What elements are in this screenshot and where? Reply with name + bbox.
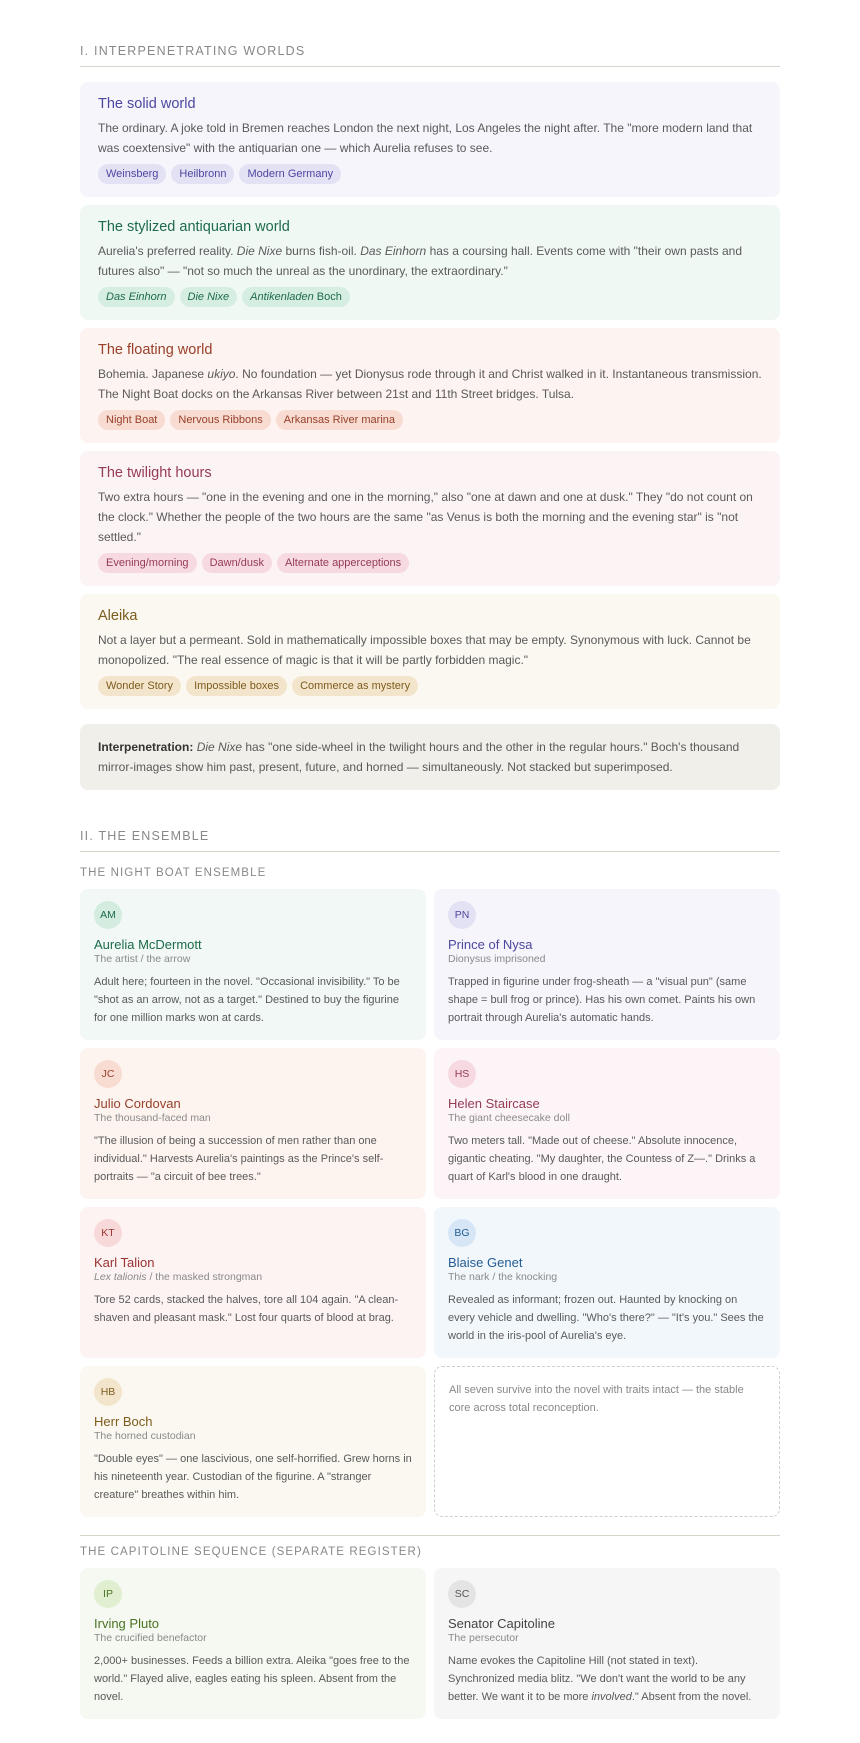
world-description: Not a layer but a permeant. Sold in mathematically impossible boxes that may be empty. Synonymous with luck. Cannot be monopolized. "The real essence of magic is that it will be partly forbidden magic." bbox=[98, 633, 751, 667]
desc-text: has a coursing hall. Events come with "their own pasts and futures also" — "not so much the unreal as the unordinary, the extraordinary." bbox=[98, 244, 742, 278]
subsection-title-night-boat: THE NIGHT BOAT ENSEMBLE bbox=[80, 867, 267, 879]
person-description: Revealed as informant; frozen out. Haunted by knocking on every vehicle and dwelling. "Who's there?" — "It's you." Sees the world in the iris-pool of Aurelia's eye. bbox=[448, 1294, 764, 1342]
person-description: Name evokes the Capitoline Hill (not stated in text). Synchronized media blitz. "We don't want the world to be any better. We want it to be more involved." Absent from the novel. bbox=[448, 1655, 752, 1703]
tag: Antikenladen Boch bbox=[242, 287, 350, 307]
avatar: PN bbox=[448, 901, 476, 929]
tag: Nervous Ribbons bbox=[170, 410, 270, 430]
tag: Evening/morning bbox=[98, 553, 197, 573]
tag: Dawn/dusk bbox=[202, 553, 272, 573]
world-card-antiquarian bbox=[80, 205, 780, 320]
person-description: "The illusion of being a succession of men rather than one individual." Harvests Aurelia's paintings as the Prince's self-portraits — "a circuit of bee trees." bbox=[94, 1135, 384, 1183]
tag: Commerce as mystery bbox=[292, 676, 418, 696]
tag: Das Einhorn bbox=[98, 287, 175, 307]
person-card bbox=[434, 1048, 780, 1199]
person-role: The horned custodian bbox=[94, 1430, 196, 1442]
desc-text: burns fish-oil. bbox=[282, 244, 361, 258]
avatar: AM bbox=[94, 901, 122, 929]
interp-italic: Die Nixe bbox=[196, 740, 243, 754]
person-description: Two meters tall. "Made out of cheese." Absolute innocence, gigantic cheating. "My daughter, the Countess of Z—." Drinks a quart of Karl's blood in one draught. bbox=[448, 1135, 756, 1183]
interpenetration-note bbox=[80, 724, 780, 790]
person-name: Blaise Genet bbox=[448, 1255, 523, 1270]
night-boat-grid bbox=[80, 889, 780, 1517]
avatar: HB bbox=[94, 1378, 122, 1406]
desc-text: Bohemia. Japanese bbox=[98, 367, 208, 381]
person-name: Helen Staircase bbox=[448, 1096, 540, 1111]
person-name: Aurelia McDermott bbox=[94, 937, 202, 952]
person-role: The artist / the arrow bbox=[94, 953, 191, 965]
section-title-worlds: I. INTERPENETRATING WORLDS bbox=[80, 44, 780, 67]
interp-label: Interpenetration: bbox=[98, 740, 194, 754]
person-card bbox=[80, 1048, 426, 1199]
tag: Modern Germany bbox=[239, 164, 341, 184]
person-card bbox=[434, 889, 780, 1040]
person-name: Irving Pluto bbox=[94, 1616, 160, 1631]
avatar: KT bbox=[94, 1219, 122, 1247]
subsection-title-capitoline: THE CAPITOLINE SEQUENCE (SEPARATE REGISTER) bbox=[80, 1546, 422, 1558]
world-description bbox=[98, 241, 762, 281]
person-role: The persecutor bbox=[448, 1632, 519, 1644]
avatar: HS bbox=[448, 1060, 476, 1088]
tag-list bbox=[98, 676, 762, 696]
person-description: Tore 52 cards, stacked the halves, tore all 104 again. "A clean-shaven and pleasant mask." Lost four quarts of blood at brag. bbox=[94, 1294, 399, 1324]
desc-italic: Die Nixe bbox=[236, 244, 283, 258]
person-role: The nark / the knocking bbox=[448, 1271, 558, 1283]
person-description: 2,000+ businesses. Feeds a billion extra. Aleika "goes free to the world." Flayed alive, eagles eating his spleen. Absent from the novel. bbox=[94, 1655, 410, 1703]
tag-list bbox=[98, 553, 762, 573]
person-card bbox=[80, 1568, 426, 1719]
person-name: Julio Cordovan bbox=[94, 1096, 181, 1111]
tag: Arkansas River marina bbox=[276, 410, 403, 430]
world-description: Two extra hours — "one in the evening and one in the morning," also "one at dawn and one at dusk." They "do not count on the clock." Whether the people of the two hours are the same "as Venus is both the morning and the evening star" is "not settled." bbox=[98, 490, 753, 544]
world-title: The stylized antiquarian world bbox=[98, 219, 290, 235]
tag: Wonder Story bbox=[98, 676, 181, 696]
avatar: BG bbox=[448, 1219, 476, 1247]
person-role: The crucified benefactor bbox=[94, 1632, 207, 1644]
world-title: The floating world bbox=[98, 342, 213, 358]
person-card bbox=[80, 1366, 426, 1517]
world-card-aleika bbox=[80, 594, 780, 709]
world-title: Aleika bbox=[98, 608, 138, 624]
person-name: Senator Capitoline bbox=[448, 1616, 555, 1631]
tag: Night Boat bbox=[98, 410, 165, 430]
person-role: The thousand-faced man bbox=[94, 1112, 211, 1124]
person-card bbox=[80, 1207, 426, 1358]
avatar: IP bbox=[94, 1580, 122, 1608]
desc-italic: Das Einhorn bbox=[360, 244, 427, 258]
person-card bbox=[434, 1207, 780, 1358]
world-card-solid bbox=[80, 82, 780, 197]
tag: Impossible boxes bbox=[186, 676, 287, 696]
person-name: Herr Boch bbox=[94, 1414, 153, 1429]
desc-text: Aurelia's preferred reality. bbox=[98, 244, 237, 258]
person-description: Adult here; fourteen in the novel. "Occasional invisibility." To be "shot as an arrow, not as a target." Destined to buy the figurine for one million marks won at cards. bbox=[94, 976, 400, 1024]
page-content bbox=[80, 0, 780, 1719]
person-card bbox=[80, 889, 426, 1040]
tag: Weinsberg bbox=[98, 164, 166, 184]
world-card-twilight bbox=[80, 451, 780, 586]
section-title-ensemble: II. THE ENSEMBLE bbox=[80, 829, 780, 852]
avatar: SC bbox=[448, 1580, 476, 1608]
world-description bbox=[98, 364, 762, 404]
world-card-floating bbox=[80, 328, 780, 443]
tag-list bbox=[98, 164, 762, 184]
world-description: The ordinary. A joke told in Bremen reaches London the next night, Los Angeles the night after. The "more modern land that was coextensive" with the antiquarian one — which Aurelia refuses to see. bbox=[98, 121, 753, 155]
tag: Die Nixe bbox=[180, 287, 238, 307]
interp-text: has "one side-wheel in the twilight hours and the other in the regular hours." Boch's thousand mirror-images show him past, present, future, and horned — simultaneously. Not stacked but superimposed. bbox=[98, 740, 740, 774]
divider bbox=[80, 1535, 780, 1536]
person-name: Karl Talion bbox=[94, 1255, 155, 1270]
person-role: Dionysus imprisoned bbox=[448, 953, 546, 965]
world-title: The solid world bbox=[98, 96, 196, 112]
tag: Heilbronn bbox=[171, 164, 234, 184]
tag-list bbox=[98, 410, 762, 430]
avatar: JC bbox=[94, 1060, 122, 1088]
tag-list bbox=[98, 287, 762, 307]
person-role: Lex talionis / the masked strongman bbox=[94, 1271, 263, 1283]
desc-italic: ukiyo bbox=[207, 367, 236, 381]
world-title: The twilight hours bbox=[98, 465, 212, 481]
person-name: Prince of Nysa bbox=[448, 937, 533, 952]
ensemble-note: All seven survive into the novel with traits intact — the stable core across total reconception. bbox=[434, 1366, 780, 1517]
person-role: The giant cheesecake doll bbox=[448, 1112, 570, 1124]
desc-text: . No foundation — yet Dionysus rode through it and Christ walked in it. Instantaneous transmission. The Night Boat docks on the Arkansas River between 21st and 11th Street bridges. Tulsa. bbox=[98, 367, 762, 401]
person-card bbox=[434, 1568, 780, 1719]
person-description: Trapped in figurine under frog-sheath — a "visual pun" (same shape = bull frog or prince). Has his own comet. Paints his own portrait through Aurelia's automatic hands. bbox=[448, 976, 756, 1024]
capitoline-grid bbox=[80, 1568, 780, 1719]
person-description: "Double eyes" — one lascivious, one self-horrified. Grew horns in his nineteenth year. Custodian of the figurine. A "stranger creature" breathes within him. bbox=[94, 1453, 412, 1501]
tag: Alternate apperceptions bbox=[277, 553, 409, 573]
